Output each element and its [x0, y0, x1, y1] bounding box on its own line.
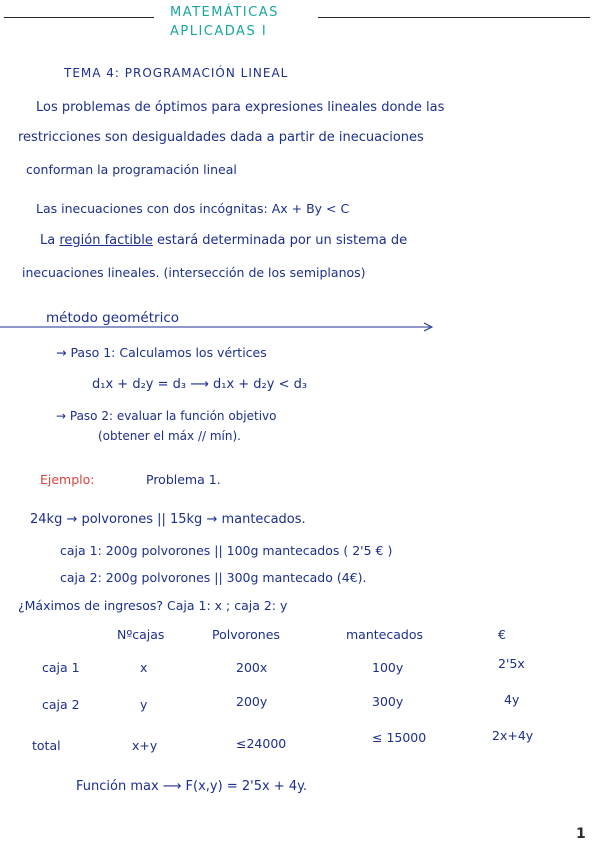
table-cell: ≤24000	[236, 736, 287, 751]
table-cell: x	[140, 660, 148, 675]
title-line-2: APLICADAS I	[170, 24, 268, 39]
example-label: Ejemplo:	[40, 472, 95, 487]
intro-line-1: Los problemas de óptimos para expresiones lineales donde las	[36, 100, 445, 115]
example-line-1: 24kg → polvorones || 15kg → mantecados.	[30, 512, 306, 527]
table-header: Polvorones	[212, 627, 280, 642]
method-arrow	[0, 320, 440, 334]
page-number: 1	[576, 826, 586, 842]
table-cell: ≤ 15000	[372, 730, 427, 745]
intro-line-5-start: La	[40, 233, 56, 248]
header-rule-left	[4, 17, 154, 18]
step-2-line-1: → Paso 2: evaluar la función objetivo	[56, 409, 277, 423]
table-cell: 100y	[372, 660, 404, 675]
intro-line-6: inecuaciones lineales. (intersección de los semiplanos)	[22, 265, 366, 280]
row-label: total	[32, 738, 61, 753]
step-1: → Paso 1: Calculamos los vértices	[56, 345, 267, 360]
table-cell: 2'5x	[498, 656, 525, 671]
table-header: mantecados	[346, 627, 423, 642]
table-cell: 4y	[504, 692, 520, 707]
table-cell: 200x	[236, 660, 268, 675]
vertex-formula: d₁x + d₂y = d₃ ⟶ d₁x + d₂y < d₃	[92, 377, 308, 392]
row-label: caja 1	[42, 660, 80, 675]
table-cell: x+y	[132, 738, 158, 753]
problem-label: Problema 1.	[146, 472, 221, 487]
table-cell: 2x+4y	[492, 728, 534, 743]
region-factible-term: región factible	[59, 233, 153, 248]
intro-line-5	[40, 233, 407, 248]
table-cell: 300y	[372, 694, 404, 709]
method-title: método geométrico	[46, 310, 179, 326]
step-2-line-2: (obtener el máx // mín).	[98, 429, 241, 443]
table-cell: y	[140, 697, 148, 712]
example-line-3: caja 2: 200g polvorones || 300g mantecado (4€).	[60, 570, 367, 585]
objective-function: Función max ⟶ F(x,y) = 2'5x + 4y.	[76, 779, 308, 794]
table-header: €	[498, 627, 506, 642]
title-line-1: MATEMÁTICAS	[170, 5, 279, 20]
intro-line-3: conforman la programación lineal	[26, 162, 237, 177]
intro-line-5-end: estará determinada por un sistema de	[157, 233, 408, 248]
topic-title: TEMA 4: PROGRAMACIÓN LINEAL	[64, 66, 289, 80]
header-rule-right	[318, 17, 590, 18]
example-line-4: ¿Máximos de ingresos? Caja 1: x ; caja 2: y	[18, 598, 288, 613]
table-header: Nºcajas	[117, 627, 165, 642]
intro-line-4: Las inecuaciones con dos incógnitas: Ax + By < C	[36, 201, 350, 216]
row-label: caja 2	[42, 697, 80, 712]
intro-line-2: restricciones son desigualdades dada a partir de inecuaciones	[18, 130, 424, 145]
example-line-2: caja 1: 200g polvorones || 100g mantecados ( 2'5 € )	[60, 543, 393, 558]
table-cell: 200y	[236, 694, 268, 709]
